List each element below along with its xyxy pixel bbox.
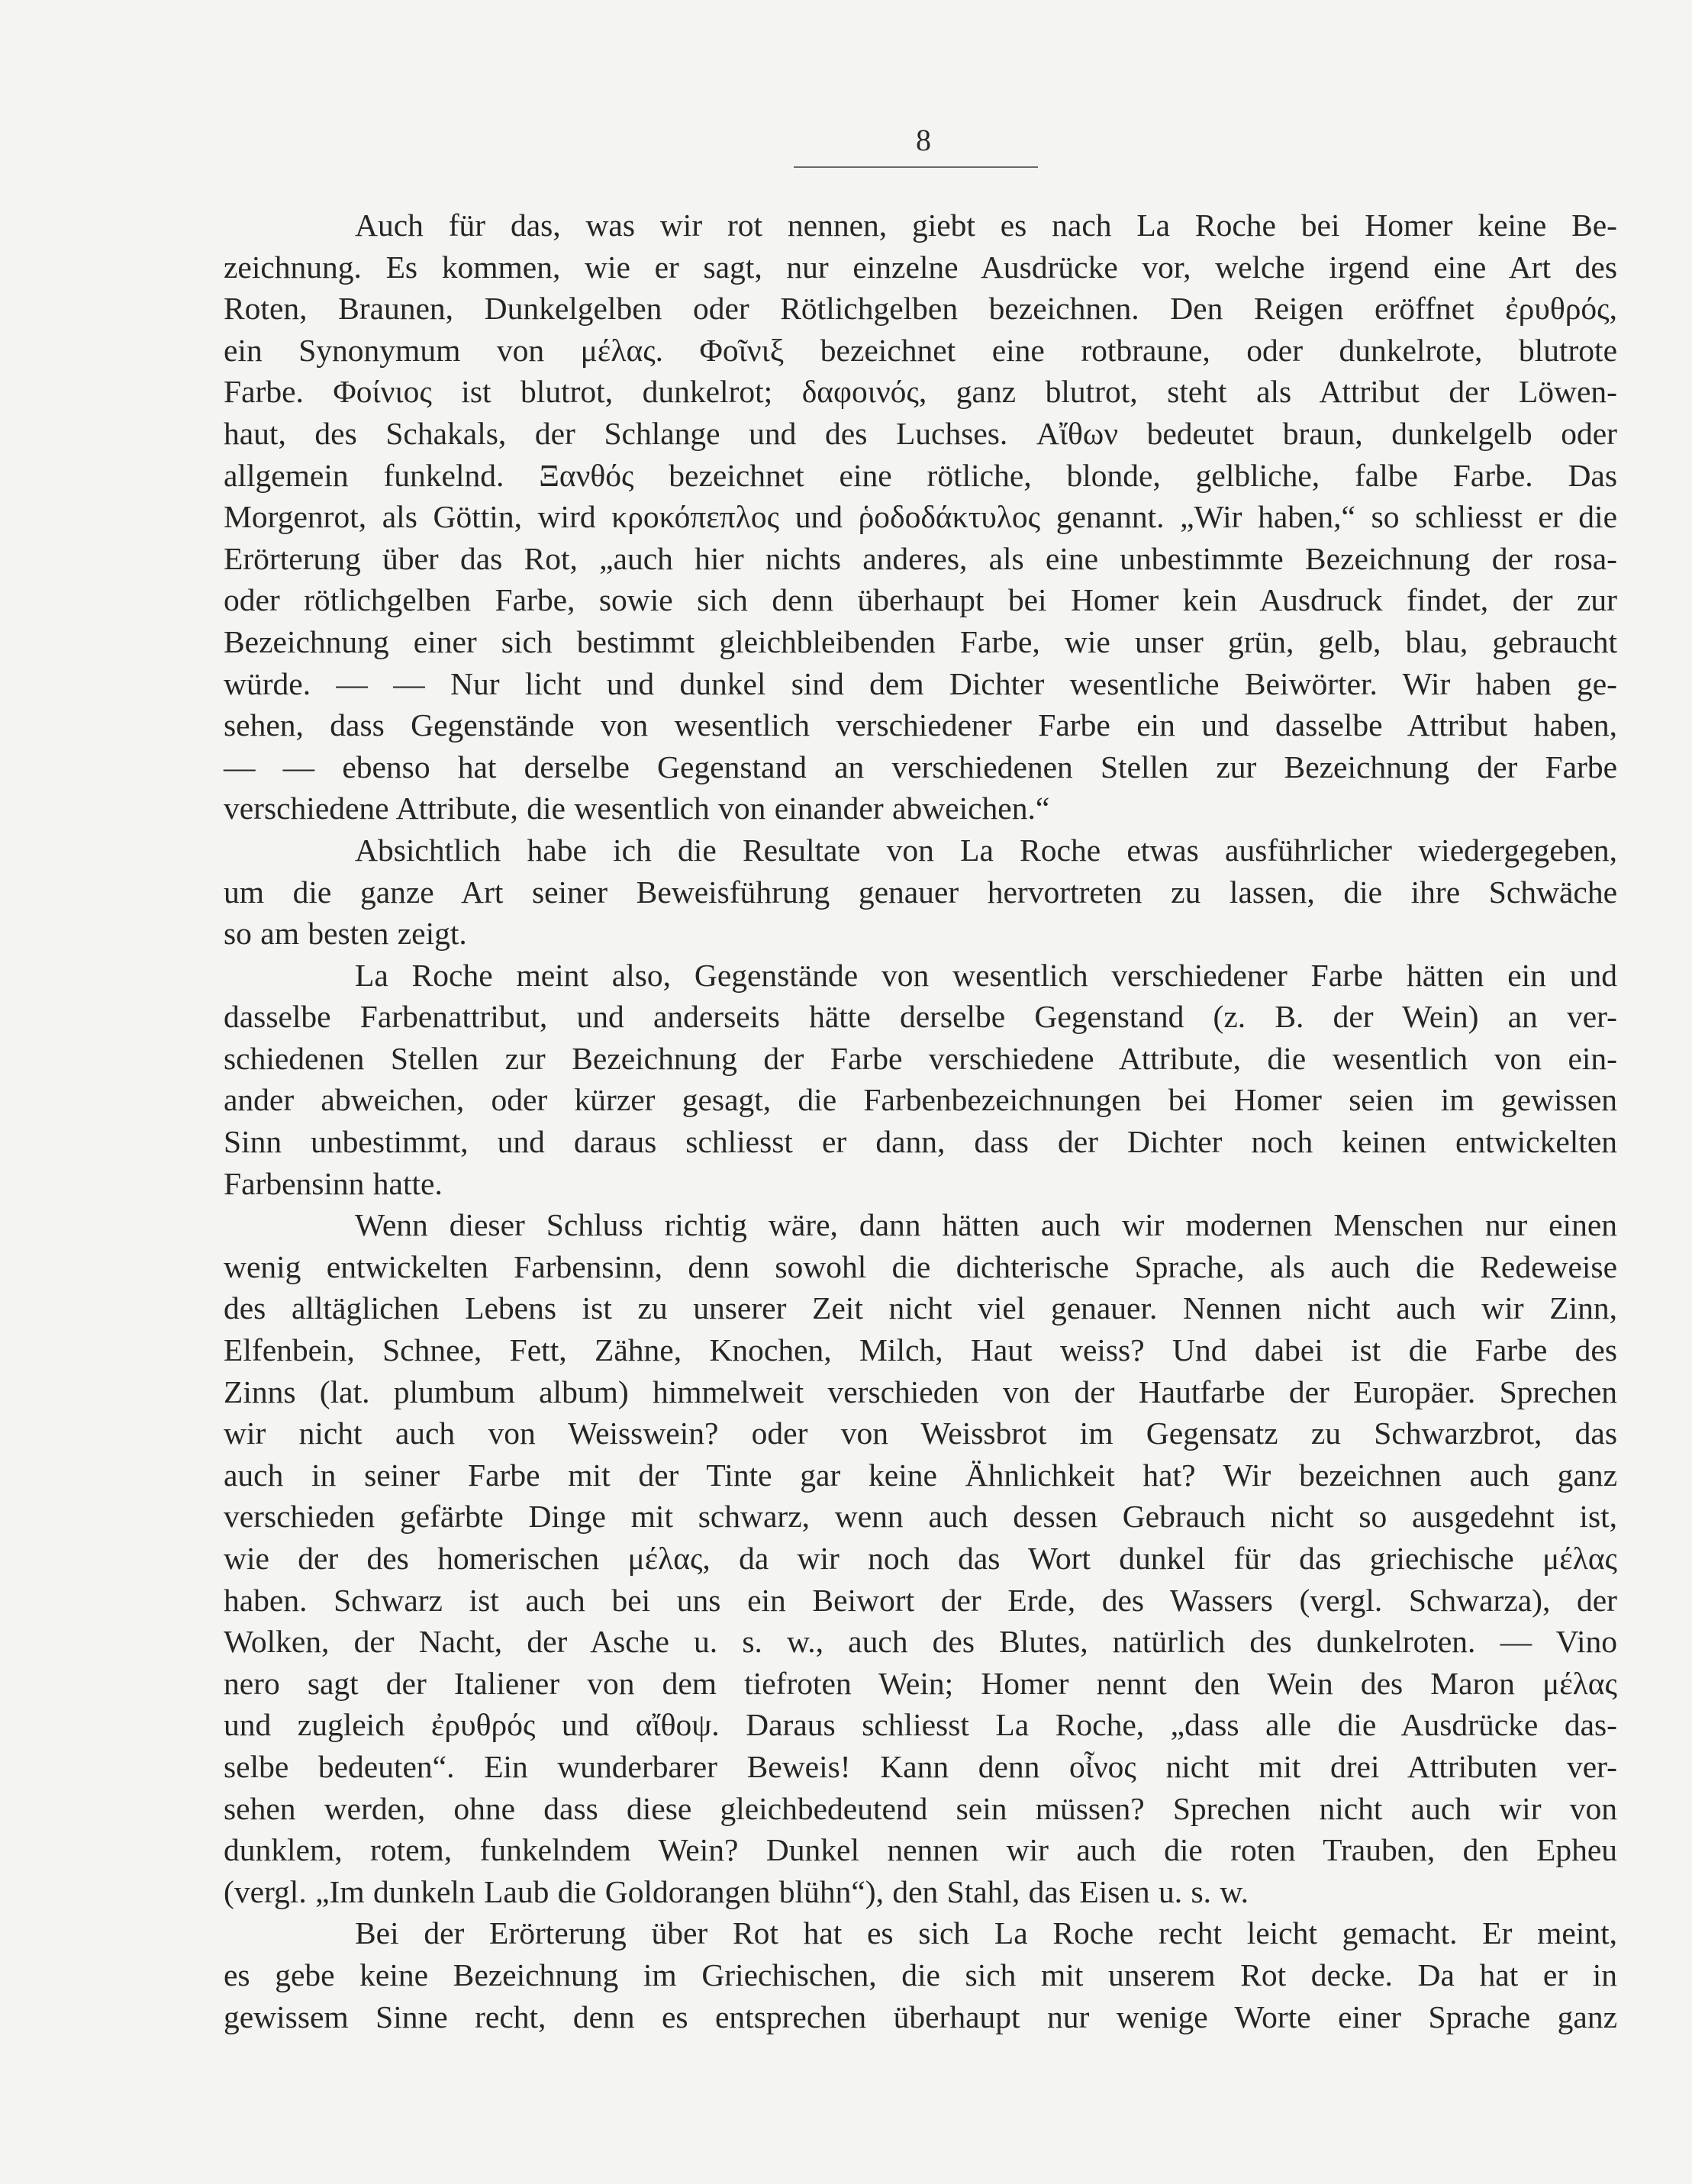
text-line: Bei der Erörterung über Rot hat es sich La Roche recht leicht gemacht. Er meint,	[355, 1915, 1617, 1951]
body-text	[224, 205, 1617, 2037]
text-line: des alltäglichen Lebens ist zu unserer Zeit nicht viel genauer. Nennen nicht auch wir Zinn,	[224, 1290, 1617, 1326]
text-line: verschieden gefärbte Dinge mit schwarz, wenn auch dessen Gebrauch nicht so ausgedehnt ist,	[224, 1499, 1617, 1535]
text-line: La Roche meint also, Gegenstände von wesentlich verschiedener Farbe hätten ein und	[355, 957, 1617, 993]
text-line: zeichnung. Es kommen, wie er sagt, nur einzelne Ausdrücke vor, welche irgend eine Art des	[224, 249, 1617, 285]
text-line: selbe bedeuten“. Ein wunderbarer Beweis! Kann denn οἶνος nicht mit drei Attributen ver-	[224, 1748, 1617, 1784]
text-line: Morgenrot, als Göttin, wird κροκόπεπλος und ῥοδοδάκτυλος genannt. „Wir haben,“ so schliesst er die	[224, 499, 1617, 535]
text-line: wir nicht auch von Weisswein? oder von Weissbrot im Gegensatz zu Schwarzbrot, das	[224, 1416, 1617, 1451]
text-line: haben. Schwarz ist auch bei uns ein Beiwort der Erde, des Wassers (vergl. Schwarza), der	[224, 1582, 1617, 1618]
text-line: Farbe. Φοίνιος ist blutrot, dunkelrot; δαφοινός, ganz blutrot, steht als Attribut der Löwen-	[224, 374, 1617, 410]
text-line: Elfenbein, Schnee, Fett, Zähne, Knochen, Milch, Haut weiss? Und dabei ist die Farbe des	[224, 1332, 1617, 1368]
text-line: würde. — — Nur licht und dunkel sind dem Dichter wesentliche Beiwörter. Wir haben ge-	[224, 665, 1617, 701]
text-line: Farbensinn hatte.	[224, 1165, 443, 1201]
text-line: Sinn unbestimmt, und daraus schliesst er dann, dass der Dichter noch keinen entwickelten	[224, 1124, 1617, 1160]
text-line: wie der des homerischen μέλας, da wir noch das Wort dunkel für das griechische μέλας	[224, 1541, 1617, 1576]
text-line: und zugleich ἐρυθρός und αἴθοψ. Daraus schliesst La Roche, „dass alle die Ausdrücke das-	[224, 1707, 1617, 1743]
text-line: auch in seiner Farbe mit der Tinte gar keine Ähnlichkeit hat? Wir bezeichnen auch ganz	[224, 1457, 1617, 1493]
text-line: dunklem, rotem, funkelndem Wein? Dunkel nennen wir auch die roten Trauben, den Epheu	[224, 1832, 1617, 1868]
text-line: schiedenen Stellen zur Bezeichnung der Farbe verschiedene Attribute, die wesentlich von ein-	[224, 1040, 1617, 1076]
text-line: wenig entwickelten Farbensinn, denn sowohl die dichterische Sprache, als auch die Redeweise	[224, 1248, 1617, 1284]
text-line: nero sagt der Italiener von dem tiefroten Wein; Homer nennt den Wein des Maron μέλας	[224, 1665, 1617, 1701]
text-line: dasselbe Farbenattribut, und anderseits hätte derselbe Gegenstand (z. B. der Wein) an ver-	[224, 999, 1617, 1035]
text-line: sehen, dass Gegenstände von wesentlich verschiedener Farbe ein und dasselbe Attribut haben,	[224, 707, 1617, 743]
text-line: Roten, Braunen, Dunkelgelben oder Rötlichgelben bezeichnen. Den Reigen eröffnet ἐρυθρός,	[224, 291, 1617, 327]
text-line: haut, des Schakals, der Schlange und des Luchses. Αἴθων bedeutet braun, dunkelgelb oder	[224, 415, 1617, 451]
text-line: so am besten zeigt.	[224, 916, 467, 952]
page-number: 8	[916, 123, 931, 157]
text-line: verschiedene Attribute, die wesentlich von einander abweichen.“	[224, 791, 1050, 826]
text-line: oder rötlichgelben Farbe, sowie sich denn überhaupt bei Homer kein Ausdruck findet, der zur	[224, 582, 1617, 618]
text-line: Erörterung über das Rot, „auch hier nichts anderes, als eine unbestimmte Bezeichnung der rosa-	[224, 540, 1617, 576]
text-line: es gebe keine Bezeichnung im Griechischen, die sich mit unserem Rot decke. Da hat er in	[224, 1957, 1617, 1992]
text-line: — — ebenso hat derselbe Gegenstand an verschiedenen Stellen zur Bezeichnung der Farbe	[224, 749, 1617, 784]
text-line: (vergl. „Im dunkeln Laub die Goldorangen blühn“), den Stahl, das Eisen u. s. w.	[224, 1873, 1249, 1909]
text-line: Wenn dieser Schluss richtig wäre, dann hätten auch wir modernen Menschen nur einen	[355, 1207, 1617, 1243]
header-rule	[794, 166, 1038, 168]
text-line: Zinns (lat. plumbum album) himmelweit verschieden von der Hautfarbe der Europäer. Sprechen	[224, 1374, 1617, 1409]
text-line: Wolken, der Nacht, der Asche u. s. w., auch des Blutes, natürlich des dunkelroten. — Vino	[224, 1624, 1617, 1660]
text-line: gewissem Sinne recht, denn es entsprechen überhaupt nur wenige Worte einer Sprache ganz	[224, 1999, 1617, 2034]
text-line: um die ganze Art seiner Beweisführung genauer hervortreten zu lassen, die ihre Schwäche	[224, 874, 1617, 910]
text-line: sehen werden, ohne dass diese gleichbedeutend sein müssen? Sprechen nicht auch wir von	[224, 1790, 1617, 1826]
text-line: allgemein funkelnd. Ξανθός bezeichnet eine rötliche, blonde, gelbliche, falbe Farbe. Das	[224, 457, 1617, 493]
text-line: Auch für das, was wir rot nennen, giebt es nach La Roche bei Homer keine Be-	[355, 208, 1617, 243]
text-line: Bezeichnung einer sich bestimmt gleichbleibenden Farbe, wie unser grün, gelb, blau, gebraucht	[224, 623, 1617, 659]
text-line: ander abweichen, oder kürzer gesagt, die Farbenbezeichnungen bei Homer seien im gewissen	[224, 1082, 1617, 1118]
text-line: Absichtlich habe ich die Resultate von La Roche etwas ausführlicher wiedergegeben,	[355, 832, 1617, 868]
text-line: ein Synonymum von μέλας. Φοῖνιξ bezeichnet eine rotbraune, oder dunkelrote, blutrote	[224, 332, 1617, 368]
